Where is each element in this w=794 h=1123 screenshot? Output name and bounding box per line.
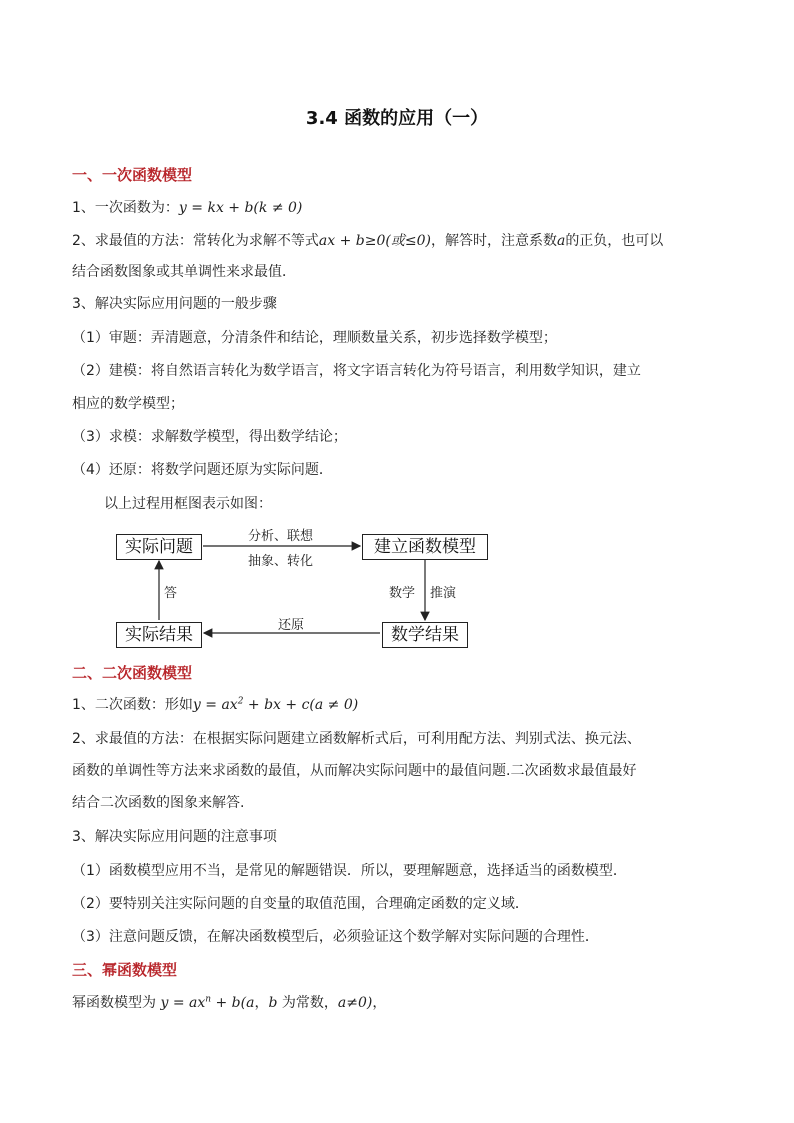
step-3: （3）求模：求解数学模型，得出数学结论；: [72, 429, 347, 445]
s1-l2-mid: ，解答时，注意系数: [430, 233, 557, 249]
step-1: （1）审题：弄清题意，分清条件和结论，理顺数量关系，初步选择数学模型；: [72, 330, 557, 346]
note-3: （3）注意问题反馈，在解决函数模型后，必须验证这个数学解对实际问题的合理性．: [72, 929, 599, 945]
s1-l2-suffix: 的正负，也可以: [565, 233, 664, 249]
section2-line2c: 结合二次函数的图象来解答.: [72, 795, 245, 811]
s3-const-text: 为常数，: [277, 995, 338, 1011]
section1-line2b: 结合函数图象或其单调性来求最值．: [72, 264, 296, 280]
note-2: （2）要特别关注实际问题的自变量的取值范围，合理确定函数的定义域．: [72, 896, 529, 912]
note-1: （1）函数模型应用不当，是常见的解题错误．所以，要理解题意，选择适当的函数模型．: [72, 863, 627, 879]
pow-b: + b(a: [211, 995, 255, 1011]
diagram-intro: 以上过程用框图表示如图：: [104, 496, 272, 512]
inequality-formula: ax + b≥0(或≤0): [318, 233, 431, 249]
step-2b: 相应的数学模型；: [72, 396, 184, 412]
quad-a: y = ax: [192, 697, 238, 713]
section3-line1: [72, 993, 386, 1013]
label-deduce: 推演: [430, 586, 457, 601]
coefficient-a: a: [556, 233, 566, 249]
const-b: b: [268, 995, 278, 1011]
s1-l1-prefix: 1、一次函数为：: [72, 200, 179, 216]
box-build-model: 建立函数模型: [362, 534, 488, 560]
quad-exp: 2: [237, 696, 244, 707]
section2-line2b: 函数的单调性等方法来求函数的最值，从而解决实际问题中的最值问题.二次函数求最值最好: [72, 763, 637, 779]
label-analyze: 分析、联想: [248, 529, 314, 544]
label-abstract: 抽象、转化: [248, 554, 314, 569]
box-actual-problem: 实际问题: [116, 534, 202, 560]
quadratic-formula: [193, 697, 358, 713]
step-2a: （2）建模：将自然语言转化为数学语言，将文字语言转化为符号语言，利用数学知识，建立: [72, 363, 641, 379]
section2-heading: 二、二次函数模型: [72, 664, 193, 682]
label-answer: 答: [164, 586, 178, 601]
section2-line2a: 2、求最值的方法：在根据实际问题建立函数解析式后，可利用配方法、判别式法、换元法、: [72, 731, 641, 747]
pow-exp: n: [205, 994, 212, 1005]
section1-line3: 3、解决实际应用问题的一般步骤: [72, 296, 277, 312]
label-math: 数学: [389, 586, 416, 601]
quad-b: + bx + c(a ≠ 0): [243, 697, 359, 713]
section3-heading: 三、幂函数模型: [72, 961, 178, 979]
power-formula: [160, 995, 254, 1011]
s3-comma: ，: [254, 995, 269, 1011]
pow-a: y = ax: [160, 995, 206, 1011]
s1-l2-prefix: 2、求最值的方法：常转化为求解不等式: [72, 233, 319, 249]
box-actual-result: 实际结果: [116, 622, 202, 648]
box-math-result: 数学结果: [382, 622, 468, 648]
section1-heading: 一、一次函数模型: [72, 166, 193, 184]
s3-condition: a≠0): [337, 995, 373, 1011]
s2-l1-prefix: 1、二次函数：形如: [72, 697, 193, 713]
label-restore: 还原: [278, 618, 305, 633]
linear-formula: y = kx + b(k ≠ 0): [178, 200, 303, 216]
page-title: 3.4 函数的应用（一）: [305, 108, 489, 129]
s3-l1-prefix: 幂函数模型为: [72, 995, 161, 1011]
step-4: （4）还原：将数学问题还原为实际问题．: [72, 462, 333, 478]
section2-line1: [72, 695, 358, 715]
section2-line3: 3、解决实际应用问题的注意事项: [72, 829, 277, 845]
s3-end: ，: [372, 995, 387, 1011]
